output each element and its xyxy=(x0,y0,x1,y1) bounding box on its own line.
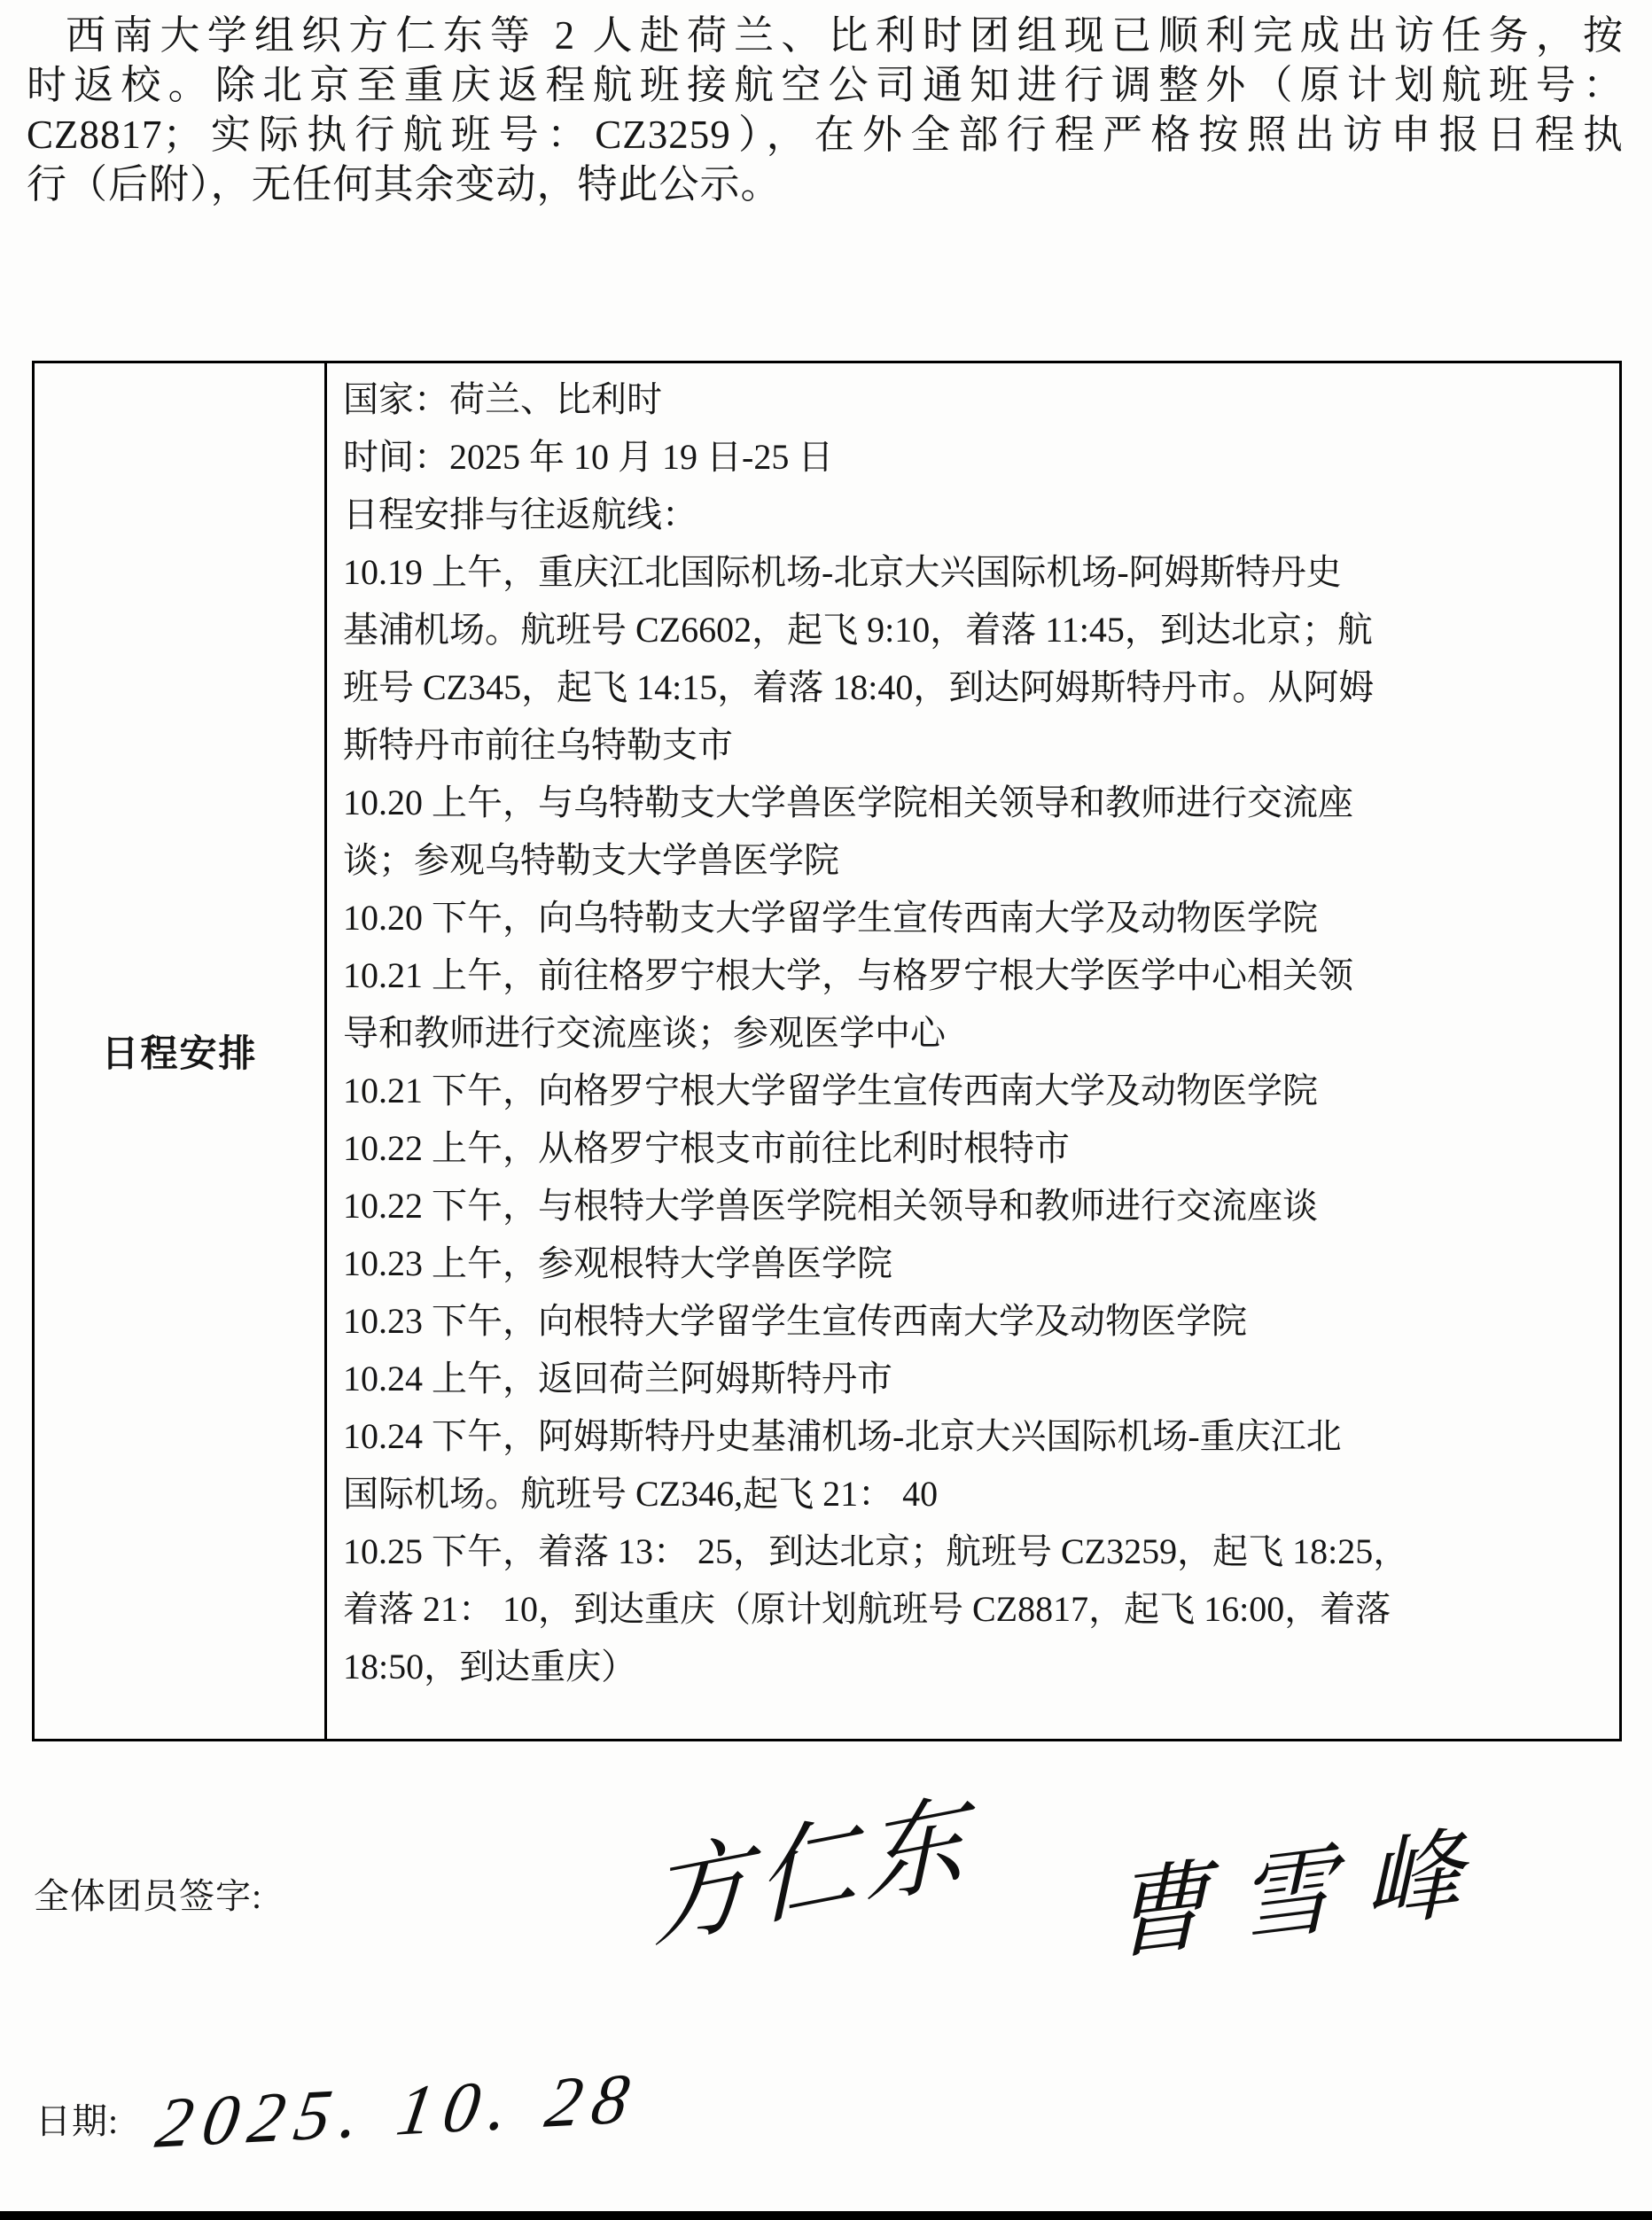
schedule-row-label: 日程安排 xyxy=(101,1034,258,1075)
schedule-line: 10.24 下午，阿姆斯特丹史基浦机场-北京大兴国际机场-重庆江北 xyxy=(343,1416,1342,1456)
schedule-line: 10.24 上午，返回荷兰阿姆斯特丹市 xyxy=(343,1359,892,1398)
schedule-line: 10.20 上午，与乌特勒支大学兽医学院相关领导和教师进行交流座 xyxy=(343,783,1353,822)
signature-cao-xuefeng: 曹雪峰 xyxy=(1110,1816,1492,1972)
schedule-line: 10.23 上午，参观根特大学兽医学院 xyxy=(343,1243,892,1283)
schedule-line: 18:50，到达重庆） xyxy=(343,1647,637,1686)
date-value-handwritten: 2025. 10. 28 xyxy=(151,2059,645,2163)
schedule-line: 斯特丹市前往乌特勒支市 xyxy=(343,725,733,765)
schedule-line: 10.20 下午，向乌特勒支大学留学生宣传西南大学及动物医学院 xyxy=(343,898,1318,938)
schedule-row-label-cell xyxy=(35,363,327,1739)
schedule-line: 10.25 下午，着落 13： 25，到达北京；航班号 CZ3259，起飞 18:25， xyxy=(343,1531,1409,1571)
schedule-line: 着落 21： 10，到达重庆（原计划航班号 CZ8817，起飞 16:00，着落 xyxy=(343,1589,1391,1629)
notice-paragraph-line: CZ8817；实际执行航班号：CZ3259），在外全部行程严格按照出访申报日程执 xyxy=(27,113,1624,157)
schedule-line: 10.22 下午，与根特大学兽医学院相关领导和教师进行交流座谈 xyxy=(343,1186,1318,1226)
signature-fang-rendong: 方仁东 xyxy=(649,1783,973,1960)
schedule-line: 10.21 下午，向格罗宁根大学留学生宣传西南大学及动物医学院 xyxy=(343,1071,1318,1110)
schedule-line: 10.21 上午，前往格罗宁根大学，与格罗宁根大学医学中心相关领 xyxy=(343,955,1353,995)
schedule-line: 国际机场。航班号 CZ346,起飞 21： 40 xyxy=(343,1474,939,1514)
schedule-line: 日程安排与往返航线： xyxy=(343,495,697,534)
schedule-line: 10.22 上午，从格罗宁根支市前往比利时根特市 xyxy=(343,1128,1070,1168)
notice-paragraph-line: 时返校。除北京至重庆返程航班接航空公司通知进行调整外（原计划航班号： xyxy=(27,63,1624,107)
schedule-table xyxy=(32,361,1622,1741)
notice-paragraph-line: 行（后附），无任何其余变动，特此公示。 xyxy=(27,162,782,206)
schedule-line: 时间：2025 年 10 月 19 日-25 日 xyxy=(343,437,834,477)
schedule-line: 谈；参观乌特勒支大学兽医学院 xyxy=(343,840,839,880)
schedule-line: 10.23 下午，向根特大学留学生宣传西南大学及动物医学院 xyxy=(343,1301,1247,1341)
schedule-line: 10.19 上午，重庆江北国际机场-北京大兴国际机场-阿姆斯特丹史 xyxy=(343,552,1342,592)
date-label: 日期: xyxy=(35,2101,120,2141)
schedule-line: 国家：荷兰、比利时 xyxy=(343,379,662,419)
notice-paragraph xyxy=(27,11,1624,209)
signature-label: 全体团员签字: xyxy=(34,1876,263,1916)
notice-paragraph-line: 西南大学组织方仁东等 2 人赴荷兰、比利时团组现已顺利完成出访任务，按 xyxy=(66,13,1624,58)
schedule-line: 班号 CZ345，起飞 14:15，着落 18:40，到达阿姆斯特丹市。从阿姆 xyxy=(343,667,1375,707)
schedule-line: 导和教师进行交流座谈；参观医学中心 xyxy=(343,1013,946,1053)
scan-edge-artifact xyxy=(0,2211,1652,2220)
schedule-line: 基浦机场。航班号 CZ6602，起飞 9:10，着落 11:45，到达北京；航 xyxy=(343,610,1373,650)
schedule-content-cell xyxy=(327,363,1619,1739)
